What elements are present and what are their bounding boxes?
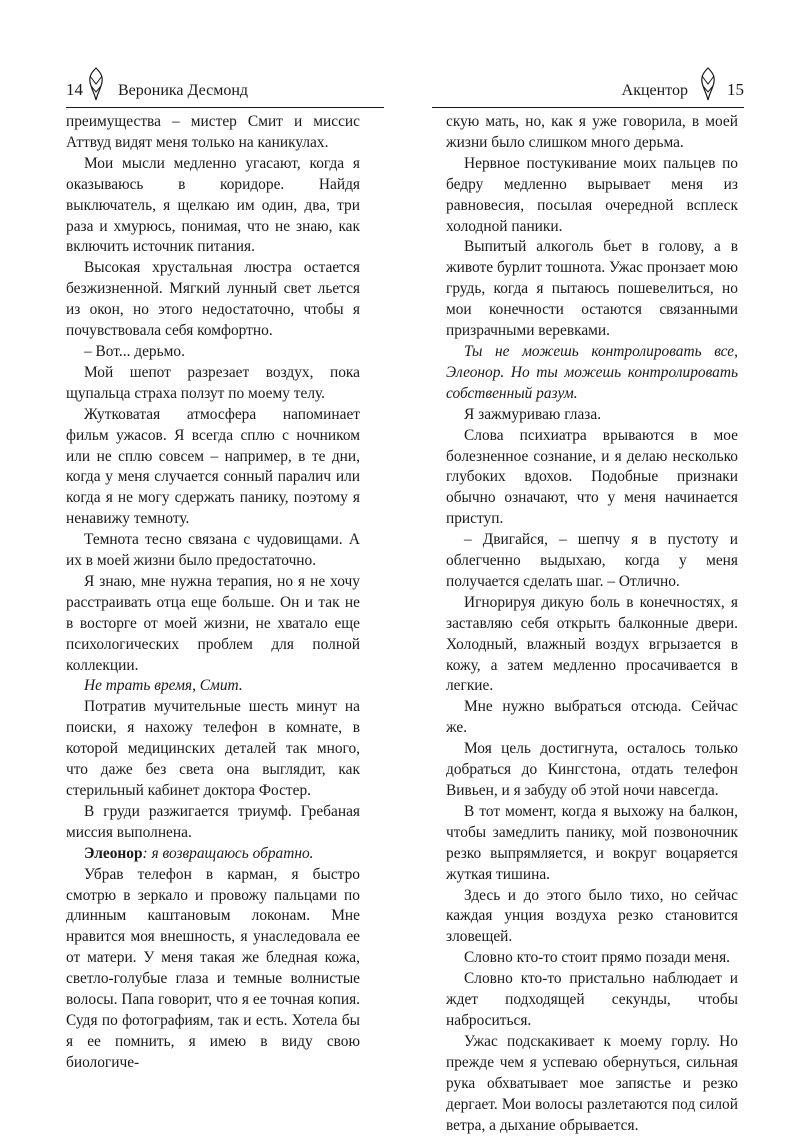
paragraph: Словно кто-то стоит прямо позади меня. [464, 949, 731, 967]
paragraph: В тот момент, когда я выхожу на балкон, чтобы замедлить панику, мой позвоночник резко выпрямляется, и вокруг воцаряется жуткая тишина. [446, 802, 738, 883]
right-page [400, 0, 800, 1134]
paragraph: В груди разжигается триумф. Гребаная миссия выполнена. [66, 802, 360, 841]
body-text [66, 112, 360, 1074]
paragraph: скую мать, но, как я уже говорила, в моей жизни было слишком много дерьма. [446, 113, 738, 151]
paragraph: Жутковатая атмосфера напоминает фильм ужасов. Я всегда сплю с ночником или не сплю совсем – например, в те дни, когда у меня случается сонный паралич или когда я не могу сдержать панику, поэтому я ненавижу темноту. [66, 405, 360, 528]
running-head: Акцентор [621, 82, 688, 99]
paragraph: Нервное постукивание моих пальцев по бедру медленно вырывает меня из равновесия, посылая очередной всплеск холодной паники. [446, 154, 738, 235]
paragraph: Ужас подскакивает к моему горлу. Но прежде чем я успеваю обернуться, сильная рука обхватывает мое запястье и резко дергает. Мои волосы разлетаются под силой ветра, а дыхание обрывается. [446, 1032, 738, 1134]
page-header [66, 64, 384, 108]
paragraph: – Двигайся, – шепчу я в пустоту и облегченно выдыхаю, когда у меня получается сделать шаг. – Отлично. [446, 531, 738, 590]
winged-ornament-icon [86, 66, 106, 102]
header-rule [66, 107, 384, 109]
running-head: Вероника Десмонд [118, 82, 249, 99]
paragraph: преимущества – мистер Смит и миссис Аттвуд видят меня только на каникулах. [66, 113, 360, 151]
paragraph: Игнорируя дикую боль в конечностях, я заставляю себя открыть балконные двери. Холодный, влажный воздух вгрызается в кожу, а затем медленно просачивается в легкие. [446, 593, 738, 695]
paragraph: Выпитый алкоголь бьет в голову, а в животе бурлит тошнота. Ужас пронзает мою грудь, когда я пытаюсь пошевелиться, но мои конечности остаются связанными призрачными веревками. [446, 238, 738, 340]
paragraph: Убрав телефон в карман, я быстро смотрю в зеркало и провожу пальцами по длинным каштановым локонам. Мне нравится моя внешность, я унаследовала ее от матери. У меня такая же бледная кожа, светло-голубые глаза и темные волнистые волосы. Папа говорит, что я ее точная копия. Судя по фотографиям, так и есть. Хотела бы я ее помнить, я имею в виду свою биологиче- [66, 865, 360, 1071]
paragraph: Я зажмуриваю глаза. [464, 405, 602, 423]
paragraph: Слова психиатра врываются в мое болезненное сознание, и я делаю несколько глубоких вдохов. Подобные признаки обычно означают, что у меня начинается приступ. [446, 426, 738, 528]
message-sender: Элеонор [84, 844, 143, 862]
text-message [66, 844, 360, 865]
winged-ornament-icon [698, 66, 718, 102]
header-rule [432, 107, 744, 109]
paragraph: Мне нужно выбраться отсюда. Сейчас же. [446, 698, 738, 737]
paragraph: Мои мысли медленно угасают, когда я оказываюсь в коридоре. Найдя выключатель, я щелкаю им один, два, три раза и хмурюсь, понимая, что не знаю, как включить источник питания. [66, 154, 360, 256]
paragraph: – Вот... дерьмо. [84, 342, 185, 360]
italic-thought: Не трать время, Смит. [84, 677, 243, 695]
italic-thought: Ты не можешь контролировать все, Элеонор. Но ты можешь контролировать собственный разум. [446, 342, 738, 402]
body-text [446, 112, 738, 1136]
paragraph: Высокая хрустальная люстра остается безжизненной. Мягкий лунный свет льется из окон, но этого недостаточно, чтобы я почувствовала себя комфортно. [66, 259, 360, 340]
paragraph: Моя цель достигнута, осталось только добраться до Кингстона, отдать телефон Вивьен, и я забуду об этой ночи навсегда. [446, 740, 738, 799]
page-header [432, 64, 744, 108]
paragraph: Я знаю, мне нужна терапия, но я не хочу расстраивать отца еще больше. Он и так не в восторге от моей жизни, не хватало еще психологических проблем для полной коллекции. [66, 572, 360, 674]
paragraph: Словно кто-то пристально наблюдает и ждет подходящей секунды, чтобы наброситься. [446, 970, 738, 1029]
paragraph: Темнота тесно связана с чудовищами. А их в моей жизни было предостаточно. [66, 531, 360, 570]
page-number: 14 [66, 80, 83, 99]
paragraph: Мой шепот разрезает воздух, пока щупальца страха ползут по моему телу. [66, 363, 360, 402]
message-body: : я возвращаюсь обратно. [142, 844, 314, 862]
paragraph: Потратив мучительные шесть минут на поиски, я нахожу телефон в комнате, в которой медицинских деталей так много, что даже без света она выглядит, как стерильный кабинет доктора Фостер. [66, 698, 360, 799]
page-number: 15 [727, 80, 744, 99]
left-page [0, 0, 400, 1071]
paragraph: Здесь и до этого было тихо, но сейчас каждая унция воздуха резко становится зловещей. [446, 886, 738, 946]
